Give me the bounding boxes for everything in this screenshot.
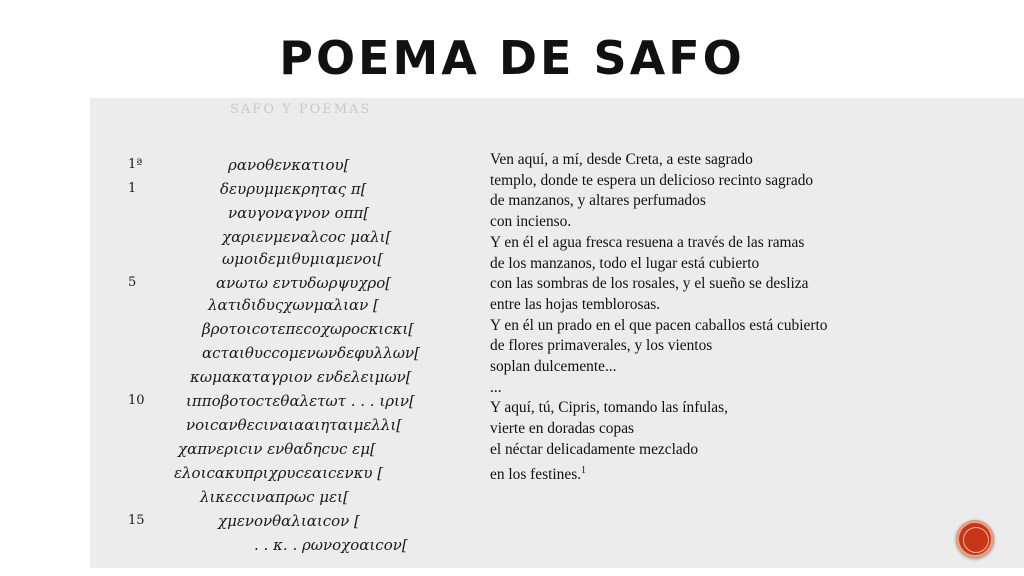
circle-icon: [963, 527, 989, 553]
translation-line-text: vierte en doradas copas: [490, 420, 635, 438]
translation-line: [490, 254, 1010, 275]
translation-line: [490, 336, 1010, 357]
translation-line: [490, 378, 1010, 399]
translation-line-text: Y en él el agua fresca resuena a través de las ramas: [490, 233, 805, 251]
translation-line-text: en los festines.: [490, 465, 582, 483]
translation-line-text: con incienso.: [490, 213, 572, 231]
translation-line: [490, 150, 1010, 171]
greek-line: λικεccιναπρωc μει[: [200, 488, 349, 506]
translation-line-text: templo, donde te espera un delicioso recinto sagrado: [490, 171, 814, 189]
greek-line: . . κ. . ρωνοχοαιcον[: [254, 536, 408, 554]
translation-line: [490, 212, 1010, 233]
greek-line: ρανοθενκατιου[: [228, 156, 350, 174]
next-slide-button[interactable]: [956, 520, 994, 558]
greek-line: λατιδιδυςχωνμαλιαν [: [208, 296, 379, 314]
translation-line: [490, 419, 1010, 440]
translation-line-text: ...: [490, 378, 502, 396]
greek-line: χαριενμεναλcoc μαλι[: [222, 228, 392, 246]
translation-line: [490, 171, 1010, 192]
greek-line: δευρυμμεκρητας π[: [220, 180, 367, 198]
line-number: 5: [128, 275, 137, 290]
line-number: 1ª: [128, 157, 143, 172]
footnote-marker: 1: [581, 464, 587, 476]
top-band: [0, 0, 1024, 10]
greek-line: ιπποβοτοcτεθαλετωτ . . . ιριν[: [186, 392, 415, 410]
translation-line-text: de los manzanos, todo el lugar está cubierto: [490, 254, 760, 272]
translation-line-text: Ven aquí, a mí, desde Creta, a este sagrado: [490, 151, 753, 168]
greek-line: ανωτω εντυδωρψυχρο[: [216, 274, 392, 292]
greek-line: ελοιcακυπριχρυcεαιcενκυ [: [174, 464, 384, 482]
bleed-header: SAFO Y POEMAS: [230, 102, 372, 117]
translation-line-text: entre las hojas temblorosas.: [490, 295, 661, 313]
greek-line: χμενονθαλιαιcον [: [218, 512, 360, 530]
translation-line-text: el néctar delicadamente mezclado: [490, 440, 699, 458]
greek-line: χαπνεριcιν ενθαδηcυc εμ[: [178, 440, 376, 458]
translation-line: [490, 191, 1010, 212]
translation-line: [490, 295, 1010, 316]
greek-line: ωμοιδεμιθυμιαμενοι[: [222, 250, 384, 268]
translation-line: [490, 274, 1010, 295]
translation-line: [490, 233, 1010, 254]
greek-line: αcταιθυccομενωνδεφυλλων[: [202, 344, 421, 362]
greek-line: κωμακαταγριον ενδελειμων[: [190, 368, 412, 386]
translation-line-text: de manzanos, y altares perfumados: [490, 192, 706, 210]
translation-line-text: con las sombras de los rosales, y el sueño se desliza: [490, 275, 809, 293]
translation-line: [490, 316, 1010, 337]
line-number: 10: [128, 393, 145, 408]
greek-line: βροτοιcοτεπεcοχωροcκιcκι[: [202, 320, 415, 338]
slide-title: POEMA DE SAFO: [279, 31, 745, 85]
translation-line-text: de flores primaverales, y los vientos: [490, 337, 713, 355]
translation-line: [490, 461, 1010, 486]
line-number: 15: [128, 513, 145, 528]
greek-line: ναυγοναγνον οππ[: [228, 204, 370, 222]
greek-line: νοιcανθεcιναιααιηταιμελλι[: [186, 416, 403, 434]
translation-line: [490, 398, 1010, 419]
translation-line-text: Y aquí, tú, Cipris, tomando las ínfulas,: [490, 399, 728, 417]
translation-line: [490, 357, 1010, 378]
scanned-page-image: [90, 98, 1024, 568]
line-number: 1: [128, 181, 137, 196]
translation-line-text: Y en él un prado en el que pacen caballos está cubierto: [490, 316, 828, 334]
spanish-translation: [490, 150, 1010, 485]
translation-line-text: soplan dulcemente...: [490, 358, 617, 376]
translation-line: [490, 440, 1010, 461]
